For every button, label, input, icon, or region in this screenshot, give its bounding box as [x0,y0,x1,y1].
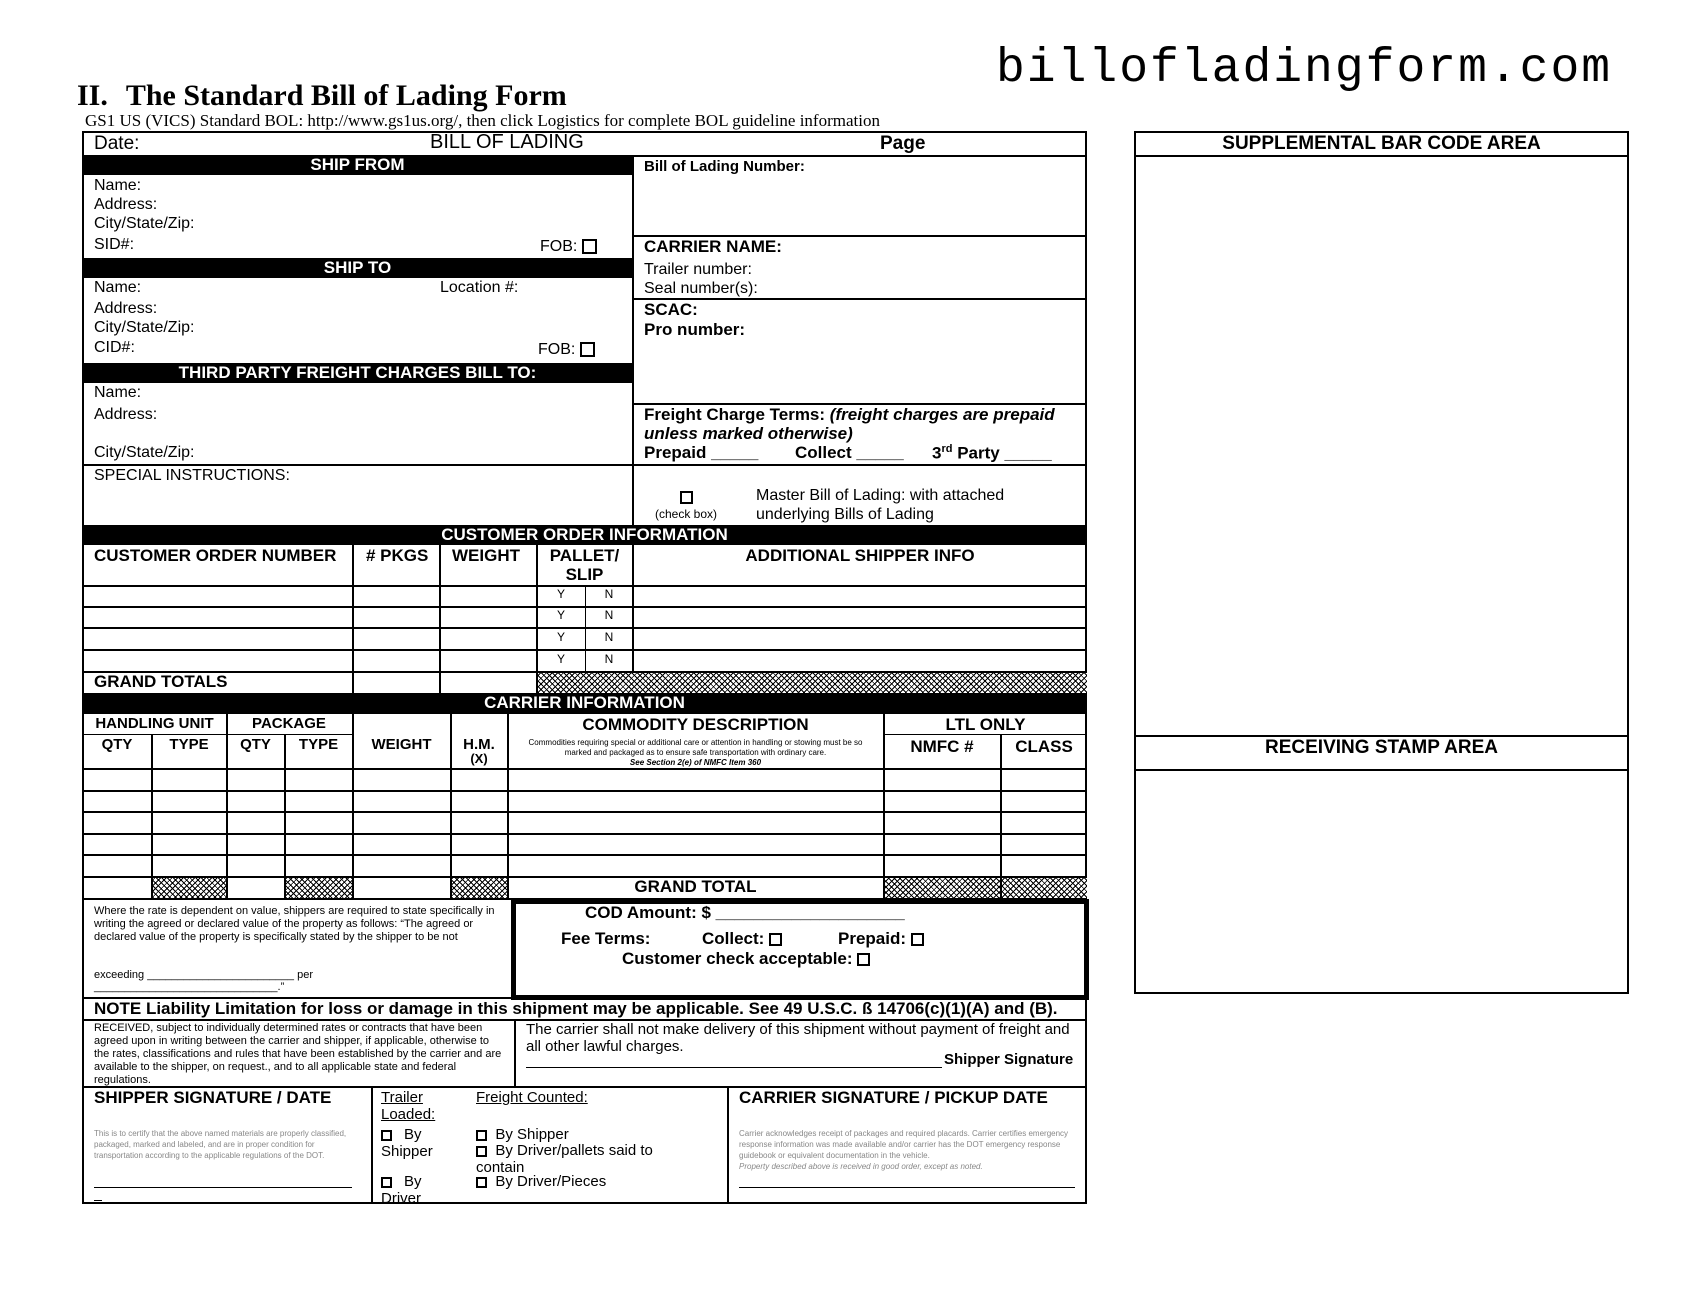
handling-unit-label: HANDLING UNIT [95,715,214,732]
declared-exceeding: exceeding ________________________ per [94,969,313,981]
col-additional: ADDITIONAL SHIPPER INFO [745,546,975,565]
seal-number-label: Seal number(s): [644,280,758,297]
pallet-no: N [604,587,614,601]
hu-qty-label: QTY [101,736,133,753]
divider [450,714,452,898]
fc-by-driver-pallets-checkbox[interactable] [476,1146,487,1157]
divider [371,1086,373,1204]
commodity-note3: See Section 2(e) of NMFC Item 360 [629,758,762,767]
col-pkgs: # PKGS [366,546,429,565]
shipper-signature-line [94,1187,352,1188]
pallet-yes: Y [556,630,565,644]
cod-amount: COD Amount: $ ____________________ [585,903,905,922]
third-rest: Party _____ [952,443,1052,463]
divider [82,790,1087,792]
divider [82,811,1087,813]
fc-by-driver-pallets [476,1142,686,1176]
carrier-acknowledgement2: Property described above is received in good order, except as noted. [739,1162,983,1171]
divider [883,714,885,898]
shaded-cell [452,878,507,898]
third-sup: rd [941,443,953,455]
fee-collect-label: Collect: [702,929,765,948]
divider [352,714,354,898]
package-label: PACKAGE [252,715,326,732]
carrier-signature-date: CARRIER SIGNATURE / PICKUP DATE [739,1088,1048,1107]
collect-label: Collect _____ [795,443,904,462]
divider [632,155,634,525]
fob-label: FOB: [538,341,576,358]
customer-order-header: CUSTOMER ORDER INFORMATION [82,525,1087,545]
divider [82,649,1087,651]
signature-line [526,1067,942,1068]
third-party-address: Address: [94,406,158,423]
hu-type-label: TYPE [169,736,209,753]
carrier-delivery-text: The carrier shall not make delivery of this shipment without payment of freight and all other lawful charges. [526,1021,1070,1055]
fee-collect-checkbox[interactable] [769,933,782,946]
divider [1000,734,1002,898]
divider [884,734,1087,735]
bol-number-label: Bill of Lading Number: [644,158,805,175]
third-party-city: City/State/Zip: [94,444,195,461]
trailer-loaded-label: Trailer Loaded: [381,1089,436,1123]
received-text: RECEIVED, subject to individually determined rates or contracts that have been agreed upon in writing between the carrier and shipper, if applicable, otherwise to the rates, classifications and rules that have been established by the carrier and are available to the shipper, on request., and to all applicable state and federal regulations. [94,1022,502,1086]
pallet-yes: Y [556,652,565,666]
commodity-note2: marked and packaged as to ensure safe transportation with ordinary care. [564,748,827,757]
class-label: CLASS [1015,737,1073,756]
fee-prepaid-checkbox[interactable] [911,933,924,946]
divider [514,1019,516,1086]
pallet-yes: Y [556,608,565,622]
fc-by-driver-pieces-checkbox[interactable] [476,1177,487,1188]
carrier-weight-label: WEIGHT [371,736,432,753]
pkg-qty-label: QTY [240,736,271,753]
commodity-note1: Commodities requiring special or additional care or attention in handling or stowing must be so [528,738,863,747]
ship-to-cid: CID#: [94,339,135,356]
divider [151,734,153,898]
fob-label: FOB: [540,238,578,255]
master-bol-checkbox[interactable] [680,491,693,504]
customer-check [622,949,870,969]
master-bol-label2: underlying Bills of Lading [756,506,934,523]
col-slip: SLIP [565,565,604,584]
freight-terms-note: (freight charges are prepaid [829,405,1055,424]
ship-to-address: Address: [94,300,158,317]
ship-from-name: Name: [94,177,142,194]
hm-x-label: (X) [470,751,488,766]
freight-terms-note2: unless marked otherwise) [644,424,853,443]
fee-prepaid [838,929,924,949]
divider [1134,155,1629,157]
scac-label: SCAC: [644,300,698,319]
divider [82,854,1087,856]
col-customer-order: CUSTOMER ORDER NUMBER [94,546,337,565]
fee-collect [702,929,782,949]
ship-to-name: Name: [94,279,142,296]
divider [82,833,1087,835]
divider [284,734,286,898]
fc-by-driver-pieces-label: By Driver/Pieces [495,1173,607,1190]
grand-totals-shaded [538,673,1087,693]
grand-totals-label: GRAND TOTALS [94,672,228,691]
carrier-info-header: CARRIER INFORMATION [82,693,1087,714]
ship-from-fob [540,237,597,256]
divider [226,714,228,898]
shaded-cell [286,878,352,898]
pallet-no: N [604,608,614,622]
prepaid-label: Prepaid _____ [644,443,759,462]
carrier-name-label: CARRIER NAME: [644,237,782,256]
ship-to-location: Location #: [440,279,519,296]
ltl-only-label: LTL ONLY [945,715,1026,734]
fc-by-driver-pieces [476,1173,606,1190]
tl-by-driver-label: By Driver [381,1173,422,1207]
pro-number-label: Pro number: [644,320,746,339]
divider [82,734,352,735]
fc-by-shipper-label: By Shipper [495,1126,569,1143]
shipper-signature-label: Shipper Signature [944,1051,1074,1068]
special-instructions: SPECIAL INSTRUCTIONS: [94,467,290,484]
divider [507,714,509,898]
ship-to-city: City/State/Zip: [94,319,195,336]
declared-per-line: ______________________________.” [94,981,285,993]
section-number: II. [77,79,108,112]
col-weight: WEIGHT [452,546,520,565]
shipper-signature-date: SHIPPER SIGNATURE / DATE [94,1088,332,1107]
third-digit: 3 [932,443,942,463]
master-bol-label: Master Bill of Lading: with attached [756,487,1005,504]
ship-to-fob [538,340,595,359]
fob-checkbox[interactable] [582,239,597,254]
fc-by-driver-pallets-label: By Driver/pallets said to contain [476,1142,653,1176]
ship-to-header: SHIP TO [82,258,633,278]
freight-terms-title: Freight Charge Terms: [644,405,826,424]
customer-check-checkbox[interactable] [857,953,870,966]
gs1-guideline: GS1 US (VICS) Standard BOL: http://www.gs1us.org/, then click Logistics for complete BOL guideline information [85,111,880,130]
declared-value-text: Where the rate is dependent on value, shippers are required to state specifically in writing the agreed or declared value of the property as follows: “The agreed or declared value of the property is specifically stated by the shipper to be not [94,905,495,943]
shaded-cell [1002,878,1087,898]
site-watermark: billofladingform.com [996,42,1613,96]
ship-from-address: Address: [94,196,158,213]
fc-by-shipper [476,1126,569,1143]
carrier-signature-line [739,1187,1075,1188]
check-box-label: (check box) [655,507,718,521]
master-checkbox-wrap [680,488,693,507]
hm-label: H.M. [463,736,495,753]
divider [82,627,1087,629]
trailer-number-label: Trailer number: [644,261,752,278]
nmfc-label: NMFC # [910,737,974,756]
pallet-yes: Y [556,587,565,601]
grand-total-label: GRAND TOTAL [634,877,757,896]
pkg-type-label: TYPE [298,736,339,753]
shaded-cell [153,878,226,898]
third-party-header: THIRD PARTY FREIGHT CHARGES BILL TO: [82,363,633,383]
shipper-certification: This is to certify that the above named materials are properly classified, packaged, marked and labeled, and are in proper condition for transportation according to the applicable regulations of the DOT. [94,1129,347,1160]
third-party-name: Name: [94,384,142,401]
fc-by-shipper-checkbox[interactable] [476,1130,487,1141]
freight-terms-label [644,405,1055,425]
freight-counted-label: Freight Counted: [476,1089,588,1106]
ship-from-sid: SID#: [94,236,135,253]
liability-note: NOTE Liability Limitation for loss or damage in this shipment may be applicable. See 49 U.S.C. ß 14706(c)(1)(A) and (B). [94,999,1058,1018]
bol-title: BILL OF LADING [430,131,584,153]
shaded-cell [885,878,1000,898]
divider [632,298,1087,300]
customer-check-label: Customer check acceptable: [622,949,853,968]
tl-by-shipper-label: By Shipper [381,1126,433,1160]
supplemental-barcode-area [1134,131,1629,994]
divider [82,768,1087,770]
ship-from-city: City/State/Zip: [94,215,195,232]
third-party-label [932,443,1052,464]
commodity-label: COMMODITY DESCRIPTION [582,715,809,734]
fob-checkbox[interactable] [580,342,595,357]
carrier-acknowledgement: Carrier acknowledges receipt of packages and required placards. Carrier certifies emergency response information was made available and/or carrier has the DOT emergency response guidebook or equivalent documentation in the vehicle. [739,1129,1069,1160]
page-label: Page [880,133,926,154]
divider [1134,769,1629,771]
receiving-stamp-label: RECEIVING STAMP AREA [1265,737,1498,758]
date-label: Date: [94,133,140,154]
page-title [77,79,567,113]
pallet-no: N [604,630,614,644]
pallet-no: N [604,652,614,666]
fee-terms-label: Fee Terms: [561,929,651,948]
ship-from-header: SHIP FROM [82,155,633,175]
fee-prepaid-label: Prepaid: [838,929,907,948]
supplemental-barcode-label: SUPPLEMENTAL BAR CODE AREA [1222,133,1541,154]
col-pallet: PALLET/ [549,546,620,565]
title-text: The Standard Bill of Lading Form [125,79,567,112]
shipper-signature-line [94,1200,102,1201]
divider [727,1086,729,1204]
